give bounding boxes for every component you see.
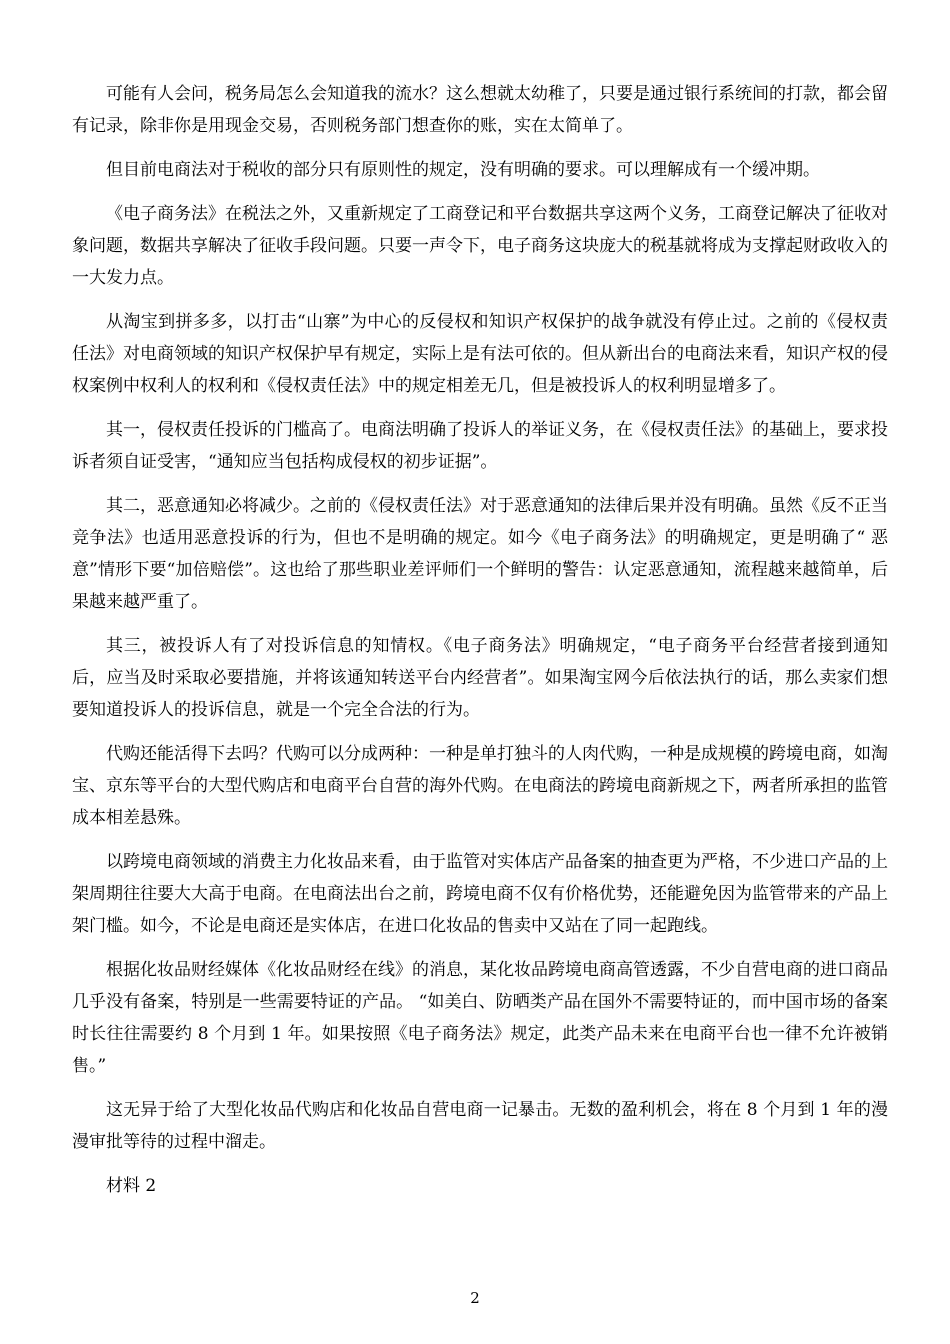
- paragraph-8: 代购还能活得下去吗？代购可以分成两种：一种是单打独斗的人肉代购，一种是成规模的跨境电商，如淘宝、京东等平台的大型代购店和电商平台自营的海外代购。在电商法的跨境电商新规之下，两者所承担的监管成本相差悬殊。: [72, 744, 888, 828]
- paragraph-1: 可能有人会问，税务局怎么会知道我的流水？这么想就太幼稚了，只要是通过银行系统间的打款，都会留有记录，除非你是用现金交易，否则税务部门想查你的账，实在太简单了。: [72, 84, 888, 136]
- document-body: [72, 78, 888, 1214]
- paragraph-2: 但目前电商法对于税收的部分只有原则性的规定，没有明确的要求。可以理解成有一个缓冲期。: [106, 160, 820, 180]
- paragraph-10: 根据化妆品财经媒体《化妆品财经在线》的消息，某化妆品跨境电商高管透露，不少自营电商的进口商品几乎没有备案，特别是一些需要特证的产品。 “如美白、防晒类产品在国外不需要特证的，而中国市场的备案时长往往需要约 8 个月到 1 年。如果按照《电子商务法》规定，此类产品未来在电商平台也一律不允许被销售。”: [72, 960, 888, 1076]
- paragraph-3: 《电子商务法》在税法之外，又重新规定了工商登记和平台数据共享这两个义务，工商登记解决了征收对象问题，数据共享解决了征收手段问题。只要一声令下，电子商务这块庞大的税基就将成为支撑起财政收入的一大发力点。: [72, 204, 888, 288]
- paragraph-9: 以跨境电商领域的消费主力化妆品来看，由于监管对实体店产品备案的抽查更为严格，不少进口产品的上架周期往往要大大高于电商。在电商法出台之前，跨境电商不仅有价格优势，还能避免因为监管带来的产品上架门槛。如今，不论是电商还是实体店，在进口化妆品的售卖中又站在了同一起跑线。: [72, 852, 888, 936]
- paragraph-11: 这无异于给了大型化妆品代购店和化妆品自营电商一记暴击。无数的盈利机会，将在 8 个月到 1 年的漫漫审批等待的过程中溜走。: [72, 1100, 888, 1152]
- paragraph-6: 其二，恶意通知必将减少。之前的《侵权责任法》对于恶意通知的法律后果并没有明确。虽然《反不正当竞争法》也适用恶意投诉的行为，但也不是明确的规定。如今《电子商务法》的明确规定，更是明确了“ 恶意”情形下要“加倍赔偿”。这也给了那些职业差评师们一个鲜明的警告：认定恶意通知，流程越来越简单，后果越来越严重了。: [72, 496, 888, 612]
- page-number: 2: [470, 1289, 480, 1307]
- section-heading-material-2: 材料 2: [106, 1176, 157, 1196]
- paragraph-4: 从淘宝到拼多多，以打击“山寨”为中心的反侵权和知识产权保护的战争就没有停止过。之前的《侵权责任法》对电商领域的知识产权保护早有规定，实际上是有法可依的。但从新出台的电商法来看，知识产权的侵权案例中权利人的权利和《侵权责任法》中的规定相差无几，但是被投诉人的权利明显增多了。: [72, 312, 888, 396]
- paragraph-7: 其三，被投诉人有了对投诉信息的知情权。《电子商务法》明确规定，“电子商务平台经营者接到通知后，应当及时采取必要措施，并将该通知转送平台内经营者”。如果淘宝网今后依法执行的话，那么卖家们想要知道投诉人的投诉信息，就是一个完全合法的行为。: [72, 636, 888, 720]
- paragraph-5: 其一，侵权责任投诉的门槛高了。电商法明确了投诉人的举证义务，在《侵权责任法》的基础上，要求投诉者须自证受害，“通知应当包括构成侵权的初步证据”。: [72, 420, 888, 472]
